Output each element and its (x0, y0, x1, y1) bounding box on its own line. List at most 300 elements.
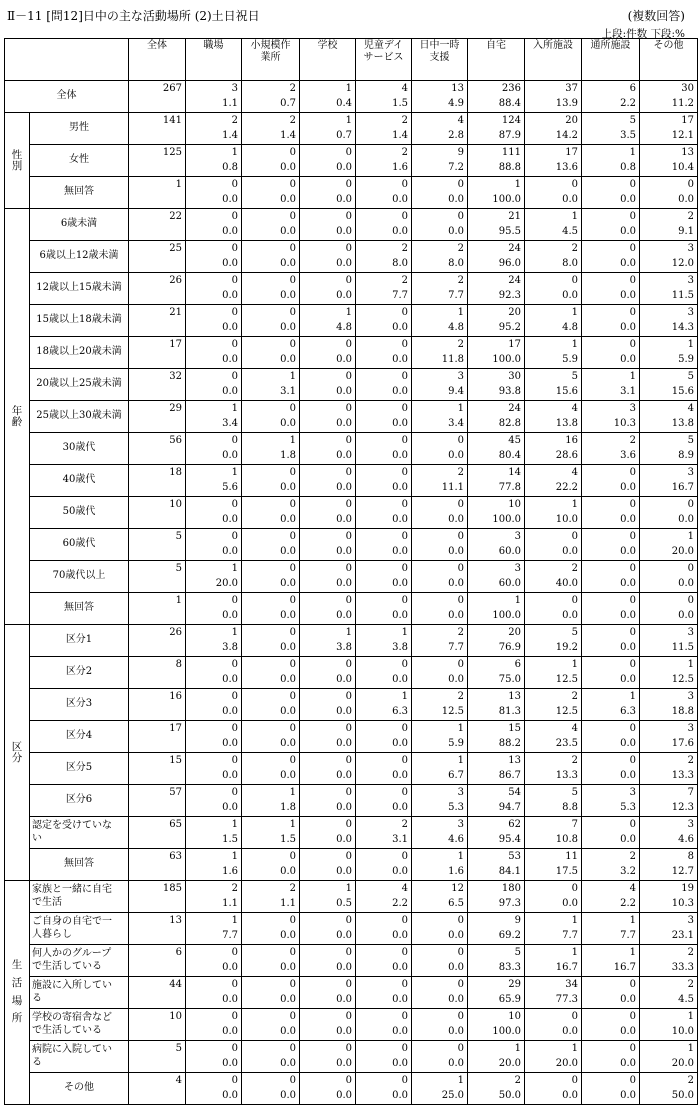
value-cell (242, 465, 300, 497)
percent-value: 12.5 (671, 674, 694, 685)
percent-value: 1.5 (392, 98, 408, 109)
percent-value: 84.1 (498, 866, 521, 877)
percent-value: 16.7 (613, 962, 636, 973)
value-cell (525, 625, 582, 657)
total-cell (129, 817, 186, 849)
total-count: 29 (169, 403, 182, 414)
value-cell (582, 849, 640, 881)
count-value: 0 (289, 307, 296, 318)
value-cell (412, 465, 468, 497)
table-row (5, 241, 698, 273)
value-cell (356, 209, 412, 241)
value-cell (525, 657, 582, 689)
value-cell (525, 81, 582, 113)
table-row (5, 657, 698, 689)
percent-value: 0.0 (392, 578, 408, 589)
count-value: 0 (345, 435, 352, 446)
count-value: 111 (501, 147, 521, 158)
percent-value: 5.9 (448, 738, 464, 749)
value-cell (186, 593, 242, 625)
value-cell (300, 881, 356, 913)
row-label-line: で生活している (32, 960, 102, 972)
percent-value: 11.8 (441, 354, 464, 365)
percent-value: 88.2 (498, 738, 521, 749)
count-value: 1 (231, 851, 238, 862)
count-value: 0 (289, 243, 296, 254)
table-row (5, 433, 698, 465)
count-value: 0 (231, 179, 238, 190)
percent-value: 1.6 (392, 162, 408, 173)
row-label (30, 113, 129, 145)
count-value: 1 (514, 179, 521, 190)
percent-value: 0.0 (678, 194, 694, 205)
group-label-char: 活 (11, 976, 23, 989)
percent-value: 0.0 (336, 1058, 352, 1069)
count-value: 2 (401, 275, 408, 286)
count-value: 3 (687, 691, 694, 702)
total-count: 44 (169, 979, 182, 990)
value-cell (300, 305, 356, 337)
value-cell (242, 209, 300, 241)
percent-value: 0.0 (280, 994, 296, 1005)
value-cell (242, 849, 300, 881)
count-value: 0 (629, 563, 636, 574)
percent-value: 77.3 (555, 994, 578, 1005)
percent-value: 0.0 (336, 290, 352, 301)
percent-value: 94.7 (498, 802, 521, 813)
value-cell (468, 465, 525, 497)
percent-value: 0.0 (336, 674, 352, 685)
percent-value: 0.0 (678, 578, 694, 589)
count-value: 19 (681, 883, 694, 894)
percent-value: 0.0 (448, 514, 464, 525)
count-value: 1 (289, 371, 296, 382)
percent-value: 0.0 (222, 386, 238, 397)
percent-value: 0.0 (392, 418, 408, 429)
group-label-char: 齢 (11, 415, 23, 428)
percent-value: 0.0 (336, 482, 352, 493)
count-value: 5 (571, 371, 578, 382)
value-cell (582, 113, 640, 145)
value-cell (582, 945, 640, 977)
percent-value: 0.0 (336, 386, 352, 397)
value-cell (525, 273, 582, 305)
count-value: 0 (457, 435, 464, 446)
count-value: 0 (629, 723, 636, 734)
count-value: 2 (687, 755, 694, 766)
value-cell (186, 337, 242, 369)
value-cell (356, 593, 412, 625)
value-cell (468, 337, 525, 369)
multiple-answer-note: (複数回答) (627, 9, 685, 23)
count-value: 1 (231, 819, 238, 830)
value-cell (356, 465, 412, 497)
row-label-line: 学校の寄宿舎など (32, 1012, 112, 1023)
count-value: 0 (345, 563, 352, 574)
value-cell (640, 721, 698, 753)
count-value: 0 (345, 1075, 352, 1086)
percent-value: 0.0 (448, 994, 464, 1005)
count-value: 0 (289, 915, 296, 926)
table-row (5, 369, 698, 401)
total-cell (129, 401, 186, 433)
row-label-line: 全体 (56, 90, 77, 102)
value-cell (300, 785, 356, 817)
percent-value: 76.9 (498, 642, 521, 653)
percent-value: 14.3 (671, 322, 694, 333)
percent-value: 0.0 (222, 290, 238, 301)
count-value: 2 (401, 147, 408, 158)
value-cell (300, 561, 356, 593)
percent-value: 0.0 (336, 578, 352, 589)
count-value: 29 (508, 979, 521, 990)
count-value: 3 (687, 627, 694, 638)
percent-value: 7.7 (448, 290, 464, 301)
value-cell (412, 721, 468, 753)
value-cell (525, 337, 582, 369)
value-cell (412, 849, 468, 881)
count-value: 0 (345, 595, 352, 606)
value-cell (186, 817, 242, 849)
column-header (582, 39, 640, 81)
percent-value: 6.7 (448, 770, 464, 781)
percent-value: 17.5 (555, 866, 578, 877)
percent-value: 0.0 (280, 674, 296, 685)
total-cell (129, 1041, 186, 1073)
count-value: 0 (231, 979, 238, 990)
percent-value: 0.0 (620, 514, 636, 525)
value-cell (186, 465, 242, 497)
count-value: 0 (457, 1011, 464, 1022)
column-header-line: 学校 (317, 40, 338, 51)
value-cell (242, 1073, 300, 1105)
value-cell (186, 625, 242, 657)
count-value: 3 (687, 723, 694, 734)
value-cell (186, 369, 242, 401)
count-value: 1 (231, 563, 238, 574)
count-value: 0 (289, 499, 296, 510)
value-cell (525, 593, 582, 625)
header-corner (5, 39, 129, 81)
count-value: 14 (508, 467, 521, 478)
column-header-line: 通所施設 (590, 40, 631, 51)
count-value: 2 (629, 851, 636, 862)
percent-value: 25.0 (441, 1090, 464, 1101)
row-label-line: 30歳代 (62, 442, 96, 454)
value-cell (186, 977, 242, 1009)
value-cell (582, 177, 640, 209)
percent-value: 0.0 (222, 450, 238, 461)
value-cell (300, 145, 356, 177)
value-cell (242, 177, 300, 209)
value-cell (300, 433, 356, 465)
row-label (30, 273, 129, 305)
total-count: 26 (169, 275, 182, 286)
percent-value: 2.2 (620, 898, 636, 909)
value-cell (640, 241, 698, 273)
percent-value: 8.0 (392, 258, 408, 269)
value-cell (412, 913, 468, 945)
count-value: 0 (289, 1075, 296, 1086)
percent-value: 0.0 (562, 610, 578, 621)
count-value: 4 (457, 115, 464, 126)
value-cell (242, 657, 300, 689)
count-value: 1 (231, 403, 238, 414)
count-value: 1 (629, 915, 636, 926)
percent-value: 0.0 (222, 770, 238, 781)
count-value: 0 (401, 755, 408, 766)
count-value: 0 (345, 179, 352, 190)
percent-value: 0.0 (336, 930, 352, 941)
value-cell (300, 529, 356, 561)
percent-value: 0.0 (222, 674, 238, 685)
value-cell (242, 561, 300, 593)
percent-value: 0.0 (280, 866, 296, 877)
row-label-line: 18歳以上20歳未満 (36, 346, 122, 358)
percent-value: 8.0 (562, 258, 578, 269)
percent-value: 0.0 (392, 482, 408, 493)
percent-value: 4.9 (448, 98, 464, 109)
count-value: 0 (345, 275, 352, 286)
percent-value: 0.0 (392, 994, 408, 1005)
count-value: 1 (345, 883, 352, 894)
percent-value: 0.0 (280, 1058, 296, 1069)
column-header (242, 39, 300, 81)
percent-value: 10.8 (555, 834, 578, 845)
value-cell (242, 305, 300, 337)
value-cell (468, 305, 525, 337)
percent-value: 13.9 (555, 98, 578, 109)
count-value: 1 (629, 691, 636, 702)
row-label (30, 433, 129, 465)
percent-value: 3.1 (392, 834, 408, 845)
value-cell (412, 113, 468, 145)
percent-value: 1.5 (222, 834, 238, 845)
value-cell (186, 273, 242, 305)
percent-value: 0.0 (280, 1090, 296, 1101)
count-value: 0 (345, 1011, 352, 1022)
table-row (5, 1009, 698, 1041)
row-label (30, 1009, 129, 1041)
percent-value: 7.7 (222, 930, 238, 941)
value-cell (525, 753, 582, 785)
count-value: 1 (571, 307, 578, 318)
row-label (5, 81, 129, 113)
row-label (30, 753, 129, 785)
count-value: 1 (514, 1043, 521, 1054)
count-value: 4 (687, 403, 694, 414)
percent-value: 0.0 (392, 194, 408, 205)
value-cell (186, 785, 242, 817)
percent-value: 0.0 (562, 194, 578, 205)
count-value: 0 (231, 1043, 238, 1054)
value-cell (582, 305, 640, 337)
percent-value: 23.5 (555, 738, 578, 749)
group-label-char: 生 (11, 958, 23, 971)
count-value: 0 (345, 851, 352, 862)
percent-value: 0.7 (336, 130, 352, 141)
value-cell (468, 177, 525, 209)
value-cell (525, 113, 582, 145)
percent-value: 0.0 (392, 674, 408, 685)
value-cell (412, 1009, 468, 1041)
count-value: 0 (687, 179, 694, 190)
count-value: 0 (401, 499, 408, 510)
count-value: 12 (451, 883, 464, 894)
total-cell (129, 849, 186, 881)
percent-value: 5.9 (678, 354, 694, 365)
table-row (5, 561, 698, 593)
count-value: 2 (457, 339, 464, 350)
count-value: 0 (401, 307, 408, 318)
group-label-char: 性 (11, 149, 23, 161)
value-cell (525, 1009, 582, 1041)
count-value: 0 (231, 531, 238, 542)
count-value: 1 (571, 947, 578, 958)
count-value: 0 (687, 563, 694, 574)
count-value: 0 (289, 531, 296, 542)
count-value: 16 (565, 435, 578, 446)
count-value: 2 (687, 211, 694, 222)
value-cell (640, 849, 698, 881)
percent-value: 3.2 (620, 866, 636, 877)
value-cell (412, 273, 468, 305)
percent-value: 9.4 (448, 386, 464, 397)
value-cell (468, 945, 525, 977)
percent-value: 0.0 (222, 1090, 238, 1101)
value-cell (412, 177, 468, 209)
group-label (5, 625, 30, 881)
value-cell (356, 1009, 412, 1041)
count-value: 0 (629, 627, 636, 638)
percent-value: 10.3 (613, 418, 636, 429)
value-cell (525, 849, 582, 881)
value-cell (412, 529, 468, 561)
value-cell (356, 1041, 412, 1073)
percent-value: 92.3 (498, 290, 521, 301)
value-cell (525, 785, 582, 817)
percent-value: 0.0 (336, 610, 352, 621)
value-cell (525, 369, 582, 401)
row-label (30, 625, 129, 657)
value-cell (186, 433, 242, 465)
percent-value: 0.0 (392, 450, 408, 461)
count-value: 15 (508, 723, 521, 734)
value-cell (242, 369, 300, 401)
count-value: 0 (401, 563, 408, 574)
count-value: 3 (457, 371, 464, 382)
percent-value: 0.0 (280, 354, 296, 365)
percent-value: 0.0 (280, 258, 296, 269)
count-value: 10 (508, 499, 521, 510)
count-value: 3 (457, 787, 464, 798)
column-header-line: 業所 (260, 52, 281, 63)
total-cell (129, 1073, 186, 1105)
column-header-line: 全体 (147, 40, 167, 51)
value-cell (640, 529, 698, 561)
count-value: 0 (401, 595, 408, 606)
value-cell (582, 273, 640, 305)
value-cell (582, 913, 640, 945)
percent-value: 0.0 (448, 546, 464, 557)
total-count: 22 (169, 211, 182, 222)
count-value: 13 (508, 755, 521, 766)
value-cell (582, 657, 640, 689)
total-count: 17 (169, 723, 182, 734)
count-value: 3 (687, 819, 694, 830)
row-label (30, 529, 129, 561)
value-cell (468, 1041, 525, 1073)
count-value: 1 (289, 435, 296, 446)
percent-value: 0.0 (392, 514, 408, 525)
count-value: 0 (629, 1075, 636, 1086)
percent-value: 96.0 (498, 258, 521, 269)
count-value: 7 (687, 787, 694, 798)
value-cell (356, 689, 412, 721)
count-value: 0 (629, 275, 636, 286)
value-cell (186, 561, 242, 593)
value-cell (468, 849, 525, 881)
percent-value: 4.8 (562, 322, 578, 333)
value-cell (412, 625, 468, 657)
percent-value: 8.0 (448, 258, 464, 269)
percent-value: 12.1 (671, 130, 694, 141)
percent-value: 1.1 (280, 898, 296, 909)
value-cell (412, 145, 468, 177)
total-cell (129, 433, 186, 465)
value-cell (300, 817, 356, 849)
percent-value: 6.3 (620, 706, 636, 717)
percent-value: 0.0 (280, 706, 296, 717)
total-cell (129, 497, 186, 529)
count-value: 0 (401, 371, 408, 382)
count-value: 0 (289, 979, 296, 990)
total-count: 25 (169, 243, 182, 254)
percent-value: 0.0 (448, 610, 464, 621)
page-title: Ⅱ－11 [問12]日中の主な活動場所 (2)土日祝日 (7, 9, 260, 23)
count-value: 0 (231, 499, 238, 510)
value-cell (300, 593, 356, 625)
value-cell (242, 81, 300, 113)
column-header-line: 支援 (429, 52, 450, 63)
total-count: 57 (169, 787, 182, 798)
percent-value: 0.0 (280, 642, 296, 653)
percent-value: 11.5 (671, 290, 694, 301)
percent-value: 3.8 (222, 642, 238, 653)
percent-value: 0.0 (448, 1058, 464, 1069)
percent-value: 0.0 (620, 1090, 636, 1101)
percent-value: 0.0 (392, 930, 408, 941)
count-value: 1 (687, 1043, 694, 1054)
percent-value: 3.1 (620, 386, 636, 397)
count-value: 3 (514, 563, 521, 574)
percent-value: 8.8 (562, 802, 578, 813)
value-cell (468, 273, 525, 305)
total-count: 1 (175, 179, 182, 190)
percent-value: 12.5 (555, 674, 578, 685)
percent-value: 12.5 (441, 706, 464, 717)
value-cell (582, 721, 640, 753)
percent-value: 0.0 (222, 802, 238, 813)
value-cell (525, 977, 582, 1009)
value-cell (412, 977, 468, 1009)
value-cell (468, 401, 525, 433)
count-value: 0 (401, 659, 408, 670)
count-value: 0 (629, 531, 636, 542)
count-value: 0 (289, 1043, 296, 1054)
value-cell (640, 465, 698, 497)
value-cell (468, 689, 525, 721)
